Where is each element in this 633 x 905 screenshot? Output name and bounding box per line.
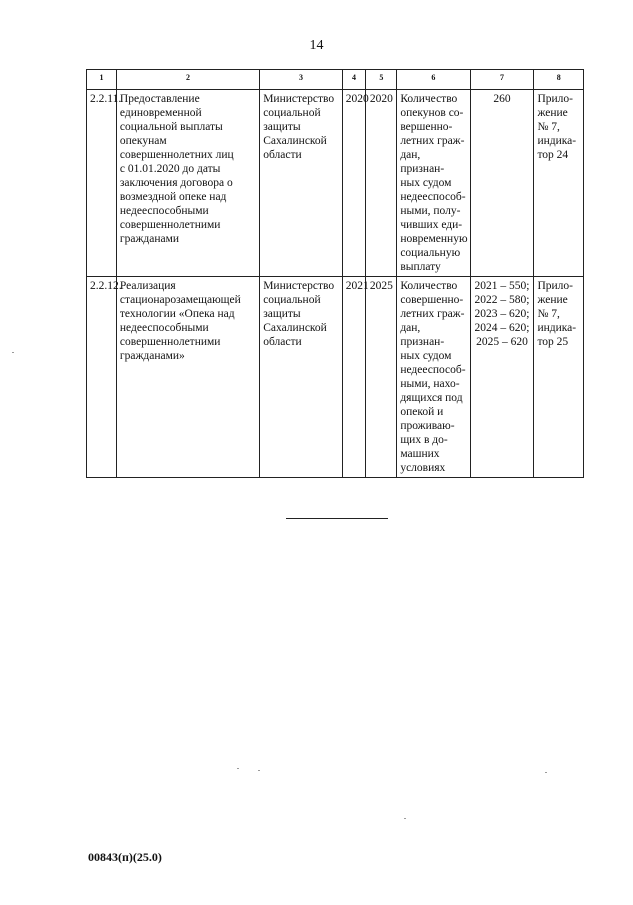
column-header: 6 [397,70,470,90]
measure-executor: Министерство социальной защиты Сахалинской области [260,277,342,478]
measure-number: 2.2.11. [87,90,117,277]
measure-name: Предоставление единовременной социальной выплаты опекунам совершеннолетних лиц с 01.01.2020 до даты заключения договора о возмездной опеке над недееспособными совершеннолетними гражданами [116,90,259,277]
column-header: 8 [534,70,584,90]
scan-speck [237,768,239,769]
scan-speck [545,772,547,773]
table-row [87,277,584,478]
measure-indicator: Количество опекунов со- вершенно- летних граж- дан, признан- ных судом недееспособ- ными, полу- чивших еди- новременную социальную выплату [397,90,470,277]
column-header: 7 [470,70,534,90]
scan-speck [258,770,260,771]
measure-start-year: 2020 [342,90,366,277]
measure-indicator-value: 260 [470,90,534,277]
column-header: 3 [260,70,342,90]
measure-end-year: 2020 [366,90,397,277]
scan-speck [404,818,406,819]
column-header: 2 [116,70,259,90]
closing-divider-line [286,518,388,519]
measure-executor: Министерство социальной защиты Сахалинской области [260,90,342,277]
measure-indicator: Количество совершенно- летних граж- дан, признан- ных судом недееспособ- ными, нахо- дящихся под опекой и проживаю- щих в до- машних условиях [397,277,470,478]
measure-indicator-value: 2021 – 550; 2022 – 580; 2023 – 620; 2024 – 620; 2025 – 620 [470,277,534,478]
column-header: 5 [366,70,397,90]
document-code: 00843(п)(25.0) [88,850,162,864]
table-header-row [87,70,584,90]
column-header: 1 [87,70,117,90]
scan-speck [12,352,14,353]
column-header: 4 [342,70,366,90]
measure-note: Прило- жение № 7, индика- тор 24 [534,90,584,277]
program-measures-table [86,69,584,478]
measure-start-year: 2021 [342,277,366,478]
table-row [87,90,584,277]
page-number: 14 [309,38,324,53]
measure-name: Реализация стационарозамещающей технологии «Опека над недееспособными совершеннолетними гражданами» [116,277,259,478]
measure-end-year: 2025 [366,277,397,478]
measure-number: 2.2.12. [87,277,117,478]
measure-note: Прило- жение № 7, индика- тор 25 [534,277,584,478]
